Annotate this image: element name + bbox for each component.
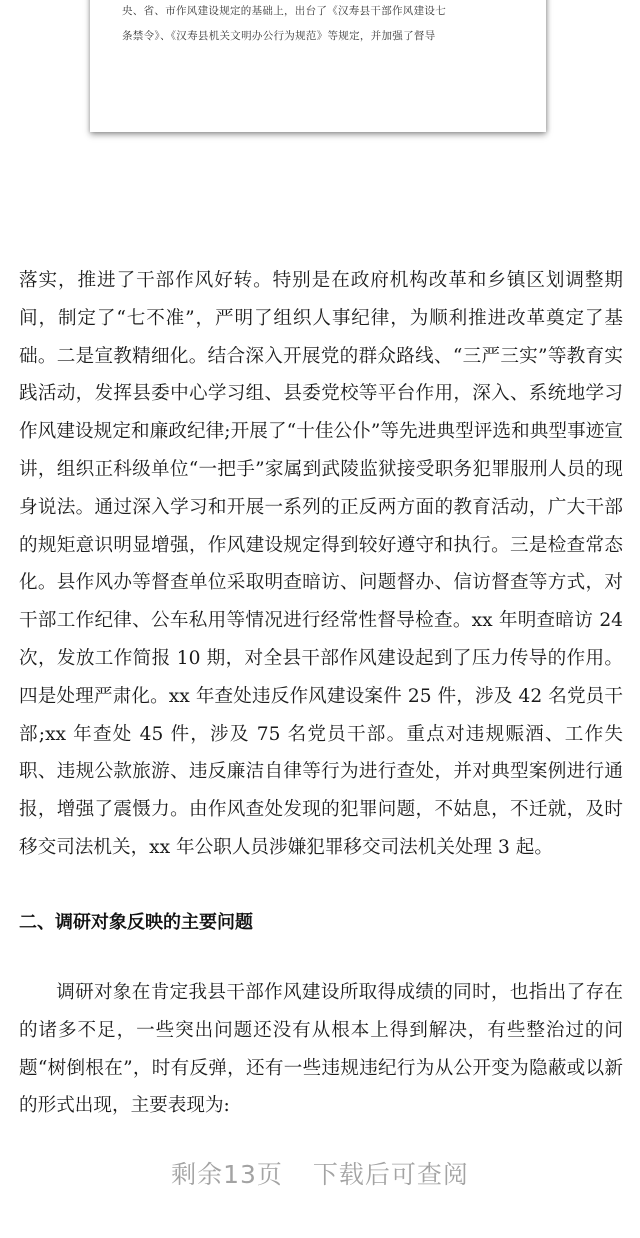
document-body — [19, 262, 623, 867]
preview-text-line: 央、省、市作风建设规定的基础上，出台了《汉寿县干部作风建设七 — [122, 5, 446, 17]
remaining-pages-label: 剩余13页 — [171, 1160, 283, 1189]
download-prompt[interactable] — [0, 1155, 640, 1191]
section-heading: 二、调研对象反映的主要问题 — [19, 912, 253, 933]
download-to-view-label: 下载后可查阅 — [312, 1160, 469, 1189]
document-body-continued — [19, 974, 623, 1125]
preview-text-line: 条禁令》、《汉寿县机关文明办公行为规范》等规定，并加强了督导 — [122, 30, 436, 42]
body-paragraph: 落实，推进了干部作风好转。特别是在政府机构改革和乡镇区划调整期间，制定了“七不准”，严明了组织人事纪律，为顺利推进改革奠定了基础。二是宣教精细化。结合深入开展党的群众路线、“三严三实”等教育实践活动，发挥县委中心学习组、县委党校等平台作用，深入、系统地学习作风建设规定和廉政纪律;开展了“十佳公仆”等先进典型评选和典型事迹宣讲，组织正科级单位“一把手”家属到武陵监狱接受职务犯罪服刑人员的现身说法。通过深入学习和开展一系列的正反两方面的教育活动，广大干部的规矩意识明显增强，作风建设规定得到较好遵守和执行。三是检查常态化。县作风办等督查单位采取明查暗访、问题督办、信访督查等方式，对干部工作纪律、公车私用等情况进行经常性督导检查。xx 年明查暗访 24 次，发放工作简报 10 期，对全县干部作风建设起到了压力传导的作用。四是处理严肃化。xx 年查处违反作风建设案件 25 件，涉及 42 名党员干部;xx 年查处 45 件，涉及 75 名党员干部。重点对违规赈酒、工作失职、违规公款旅游、违反廉洁自律等行为进行查处，并对典型案例进行通报，增强了震慑力。由作风查处发现的犯罪问题，不姑息，不迁就，及时移交司法机关，xx 年公职人员涉嫌犯罪移交司法机关处理 3 起。 — [19, 270, 623, 858]
document-preview-card — [90, 0, 546, 132]
body-paragraph: 调研对象在肯定我县干部作风建设所取得成绩的同时，也指出了存在的诸多不足，一些突出问题还没有从根本上得到解决，有些整治过的问题“树倒根在”，时有反弹，还有一些违规违纪行为从公开变为隐蔽或以新的形式出现，主要表现为: — [19, 982, 623, 1117]
